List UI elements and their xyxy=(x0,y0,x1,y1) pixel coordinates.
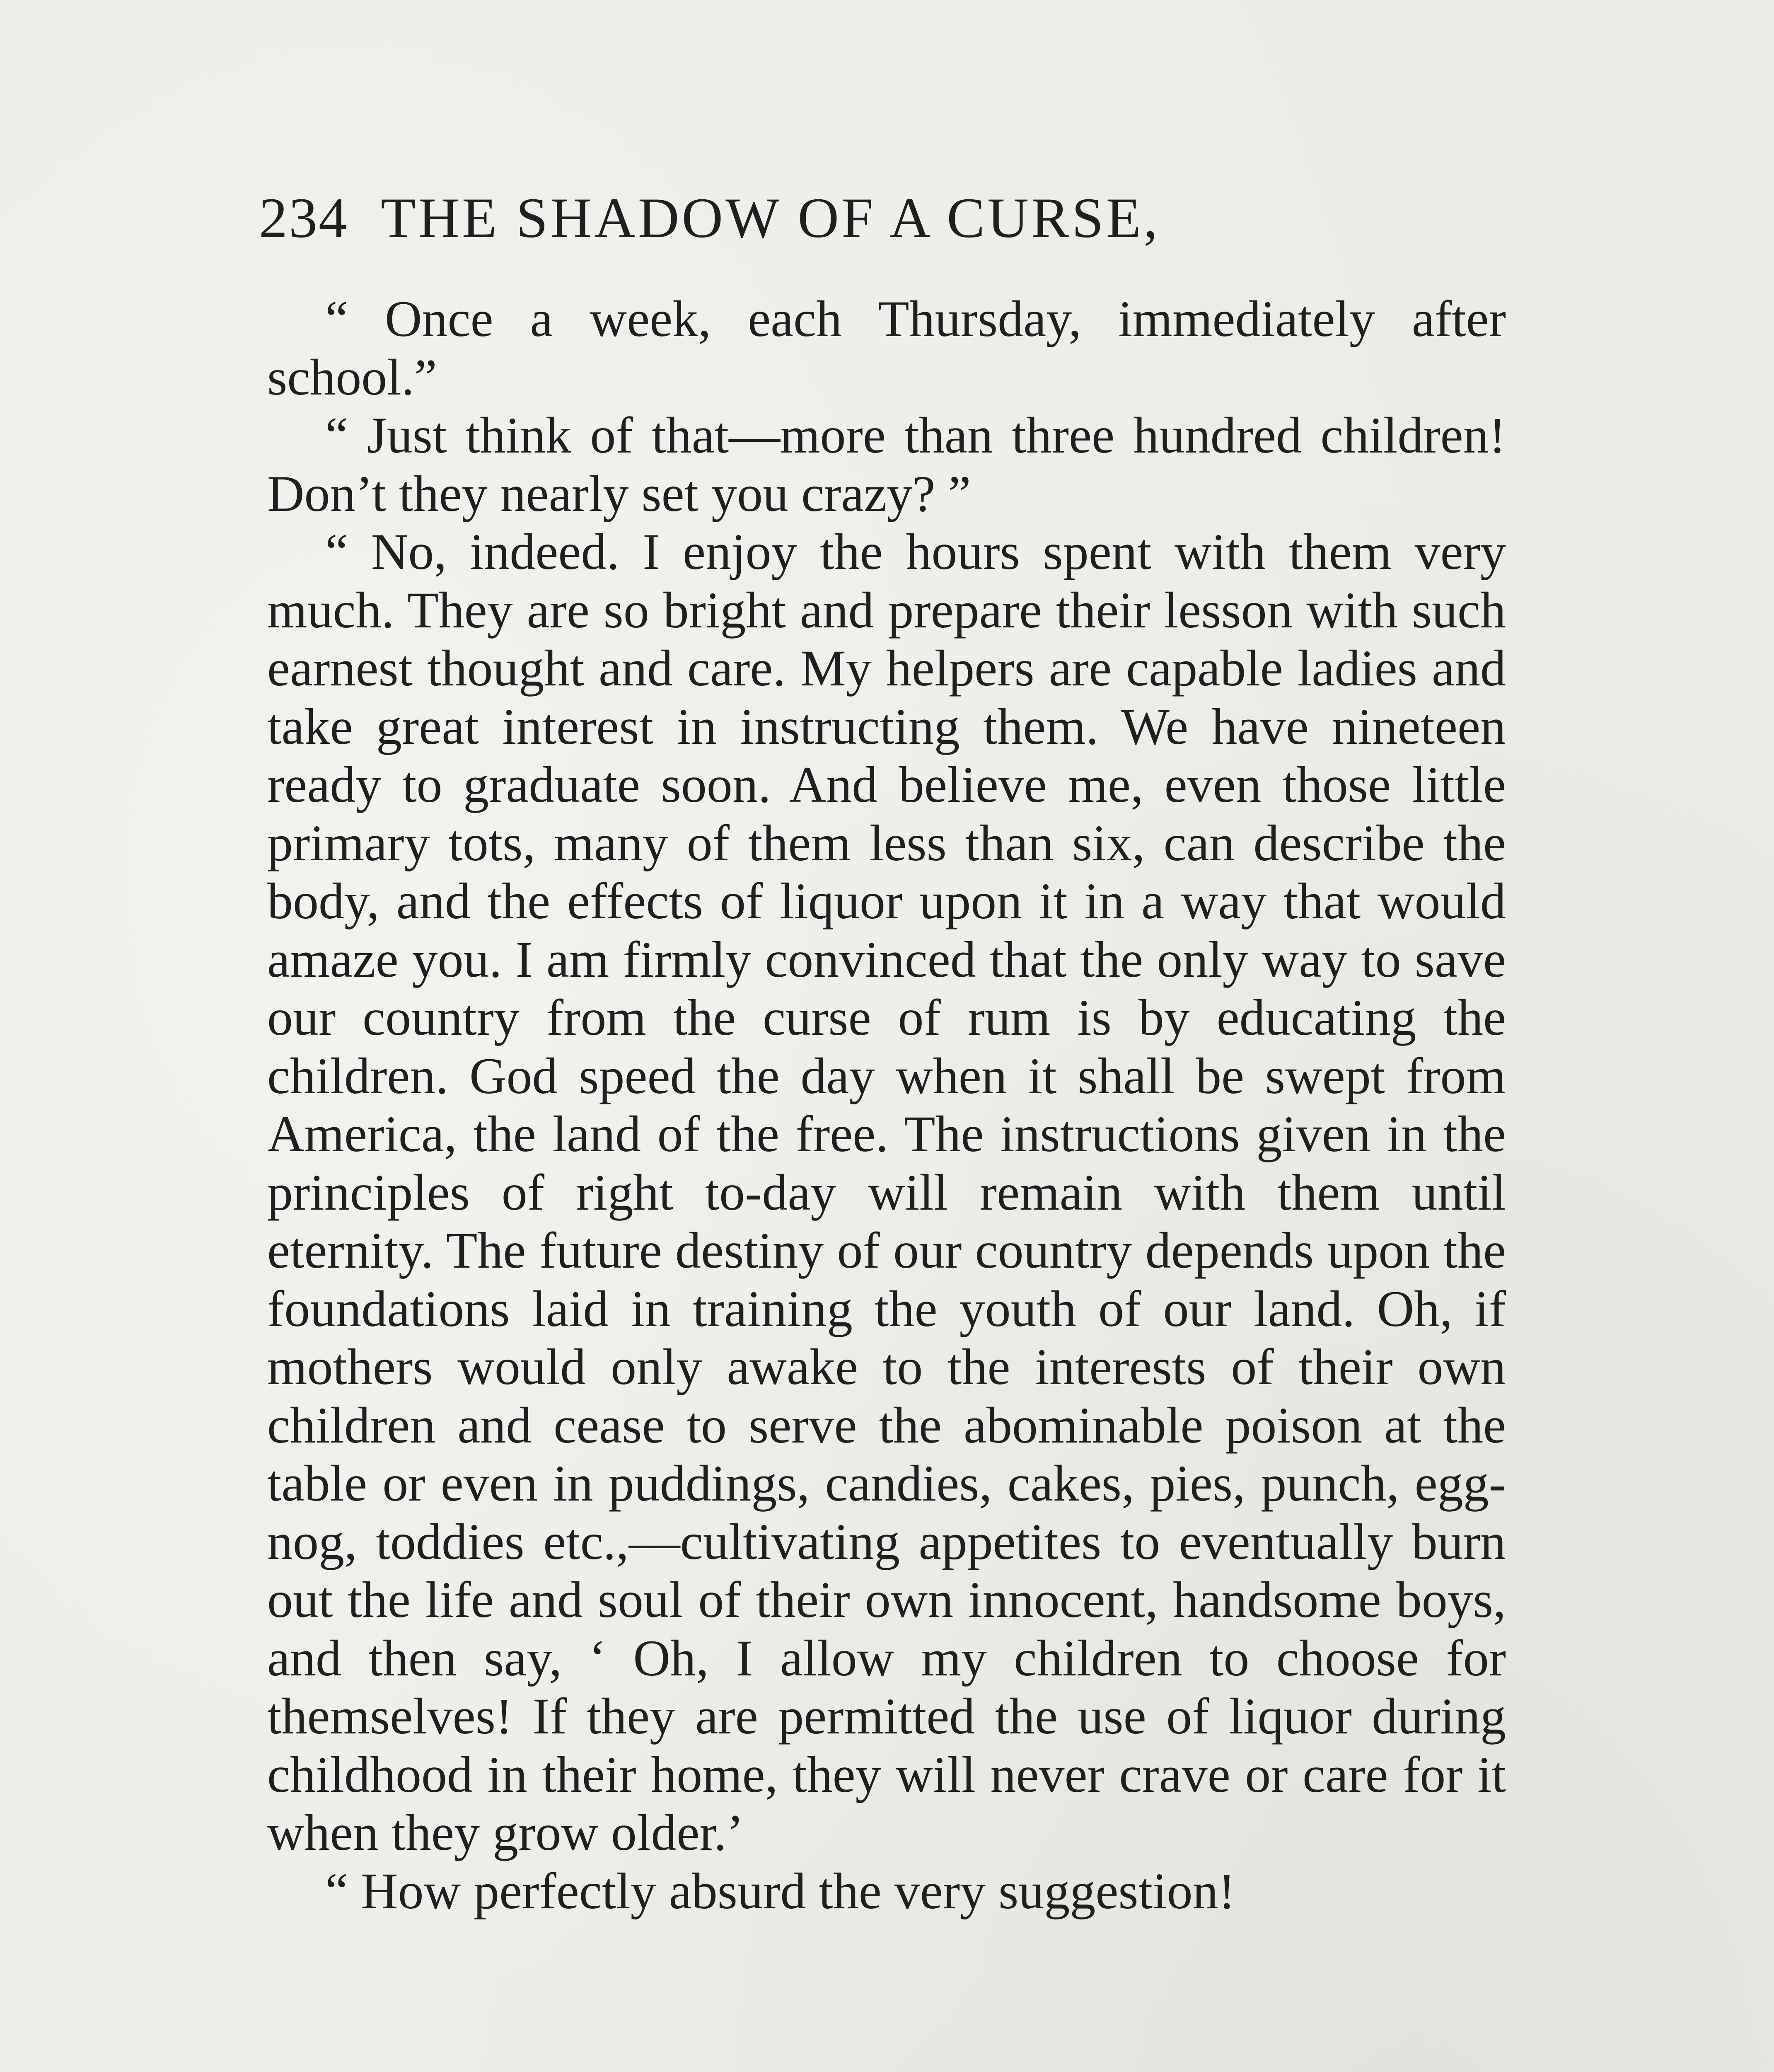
page-number: 234 xyxy=(259,186,348,249)
body-text xyxy=(267,290,1506,1920)
running-head xyxy=(259,164,1353,247)
running-title: THE SHADOW OF A CURSE, xyxy=(381,186,1160,249)
paragraph: “ How perfectly absurd the very suggestion! xyxy=(325,1862,1235,1920)
paragraph: “ Once a week, each Thursday, immediately after school.” xyxy=(267,290,1506,406)
paragraph: “ Just think of that—more than three hundred children! Don’t they nearly set you crazy? ” xyxy=(267,407,1506,522)
paragraph: “ No, indeed. I enjoy the hours spent with them very much. They are so bright and prepare their lesson with such earnest thought and care. My helpers are capable ladies and take great interest in instructing them. We have nineteen ready to graduate soon. And believe me, even those little primary tots, many of them less than six, can describe the body, and the effects of liquor upon it in a way that would amaze you. I am firmly convinced that the only way to save our country from the curse of rum is by educating the children. God speed the day when it shall be swept from America, the land of the free. The instructions given in the principles of right to-day will remain with them until eternity. The future destiny of our country depends upon the foundations laid in training the youth of our land. Oh, if mothers would only awake to the interests of their own children and cease to serve the abominable poison at the table or even in puddings, candies, cakes, pies, punch, egg-nog, toddies etc.,—cultivating appetites to eventually burn out the life and soul of their own innocent, handsome boys, and then say, ‘ Oh, I allow my children to choose for themselves! If they are permitted the use of liquor during childhood in their home, they will never crave or care for it when they grow older.’ xyxy=(267,523,1506,1861)
